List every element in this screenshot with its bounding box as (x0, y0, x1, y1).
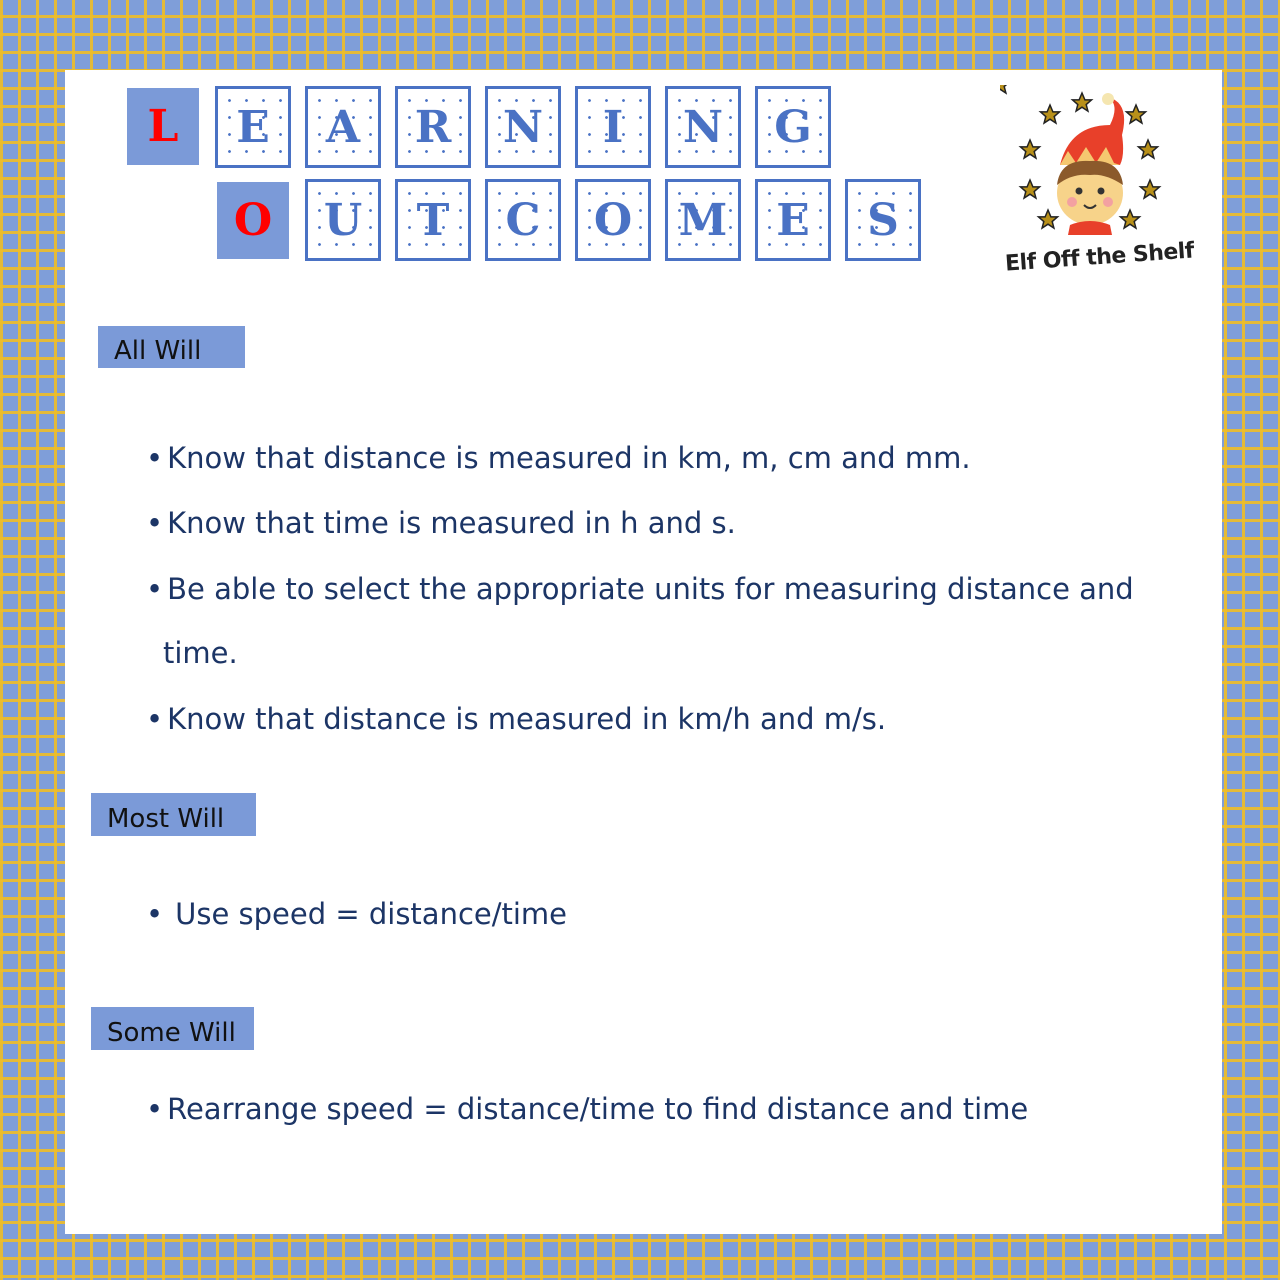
title-tile: M (665, 179, 741, 261)
bullet-item (146, 572, 1134, 606)
bullet-text: Use speed = distance/time (175, 897, 568, 931)
bullet-dot: • (146, 1092, 164, 1126)
bullet-text: Know that distance is measured in km/h and m/s. (167, 702, 887, 736)
logo-text: Elf Off the Shelf (1004, 238, 1195, 277)
bullet-item (146, 441, 971, 475)
bullet-dot: • (146, 702, 164, 736)
title-tile: S (845, 179, 921, 261)
bullet-item (146, 1092, 1028, 1126)
title-tile-L: L (127, 88, 199, 165)
title-tile: A (305, 86, 381, 168)
bullet-text: Know that distance is measured in km, m, cm and mm. (167, 441, 971, 475)
bullet-text: Know that time is measured in h and s. (167, 506, 736, 540)
bullet-text: Rearrange speed = distance/time to find distance and time (167, 1092, 1029, 1126)
title-tile: E (755, 179, 831, 261)
title-tile: G (755, 86, 831, 168)
title-tile: N (485, 86, 561, 168)
bullet-dot: • (146, 506, 164, 540)
bullet-dot: • (146, 572, 164, 606)
bullet-item (146, 506, 736, 540)
title-tile: U (305, 179, 381, 261)
bullet-dot: • (146, 441, 164, 475)
section-label-all-will: All Will (98, 326, 245, 368)
bullet-dot: • (146, 897, 164, 931)
title-tile: T (395, 179, 471, 261)
bullet-item (146, 702, 886, 736)
bullet-continuation: time. (163, 636, 238, 670)
title-tile-O: O (217, 182, 289, 259)
title-tile: R (395, 86, 471, 168)
section-label-some-will: Some Will (91, 1007, 254, 1050)
bullet-text: Be able to select the appropriate units for measuring distance and (167, 572, 1134, 606)
title-tile: N (665, 86, 741, 168)
title-tile: O (575, 179, 651, 261)
bullet-item (146, 897, 567, 931)
title-tile: I (575, 86, 651, 168)
title-tile: E (215, 86, 291, 168)
title-tile: C (485, 179, 561, 261)
section-label-most-will: Most Will (91, 793, 256, 836)
